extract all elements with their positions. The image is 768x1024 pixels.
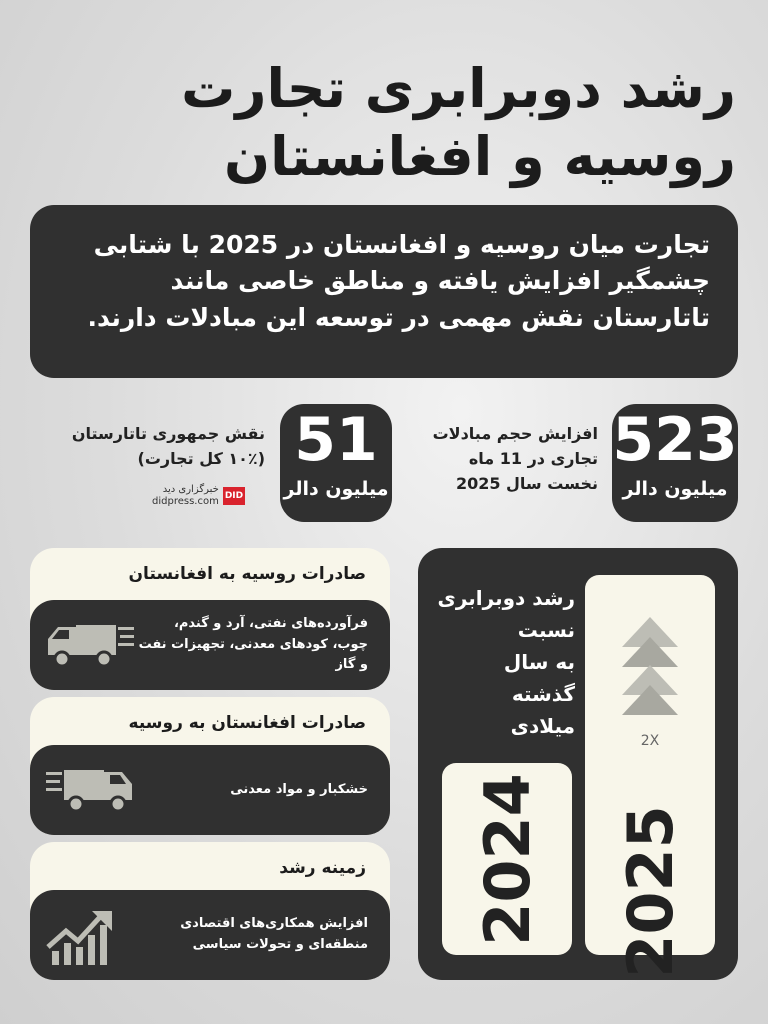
bar-2025: [585, 575, 715, 978]
truck-icon: [44, 617, 136, 673]
stat-box-523: [612, 404, 738, 522]
growth-text-line: رشد دوبرابری: [437, 586, 575, 610]
logo-name: خبرگزاری دید: [162, 484, 219, 495]
truck-icon: [44, 762, 136, 818]
card-russia-exports: [30, 548, 390, 690]
growth-text-line: نسبت: [517, 618, 575, 642]
stat-box-51: [280, 404, 392, 522]
card-title: صادرات افغانستان به روسیه: [128, 713, 366, 733]
stat-line: افزایش حجم مبادلات: [432, 424, 598, 443]
growth-chart-icon: [44, 903, 118, 967]
stat-unit: میلیون دالر: [283, 478, 389, 500]
growth-panel: [418, 548, 738, 980]
stat-line: نقش جمهوری تاتارستان: [71, 424, 265, 443]
intro-box: تجارت میان روسیه و افغانستان در 2025 با شتابی چشمگیر افزایش یافته و مناطق خاصی مانند تاتارستان نقش مهمی در توسعه این مبادلات دارند.: [30, 205, 738, 378]
title-line-2: روسیه و افغانستان: [224, 125, 736, 188]
card-title: صادرات روسیه به افغانستان: [128, 564, 366, 584]
logo-url: didpress.com: [152, 496, 219, 507]
card-text: خشکبار و مواد معدنی: [230, 781, 368, 797]
growth-text-line: گذشته: [511, 682, 575, 706]
card-afghanistan-exports: [30, 697, 390, 835]
year-2024-label: 2024: [470, 772, 544, 946]
stat-value: 523: [612, 405, 738, 475]
multiplier-label: 2X: [640, 733, 660, 749]
stat-line: (۱۰٪ کل تجارت): [137, 448, 265, 468]
card-text: فرآورده‌های نفتی، آرد و گندم، چوب، کودهای معدنی، تجهیزات نفت و گاز: [138, 615, 368, 673]
logo: [152, 484, 245, 508]
stat-line: تجاری در 11 ماه: [468, 448, 598, 468]
title-line-1: رشد دوبرابری تجارت: [181, 57, 736, 120]
stat-description-523: [398, 422, 598, 496]
card-title: زمینه رشد: [279, 858, 366, 878]
double-arrows-icon: [620, 617, 680, 727]
logo-mark: DID: [223, 487, 245, 505]
bar-2024: [442, 763, 572, 955]
card-growth-basis: [30, 842, 390, 980]
growth-text-line: به سال: [503, 650, 575, 674]
stat-unit: میلیون دالر: [622, 478, 728, 500]
stat-value: 51: [294, 405, 378, 475]
growth-text: [435, 582, 575, 742]
stat-line: نخست سال 2025: [455, 473, 598, 493]
card-text: افزایش همکاری‌های اقتصادی منطقه‌ای و تحولات سیاسی: [180, 916, 368, 952]
year-2025-label: 2025: [613, 805, 687, 978]
stat-description-51: [25, 422, 265, 472]
growth-text-line: میلادی: [510, 714, 575, 738]
